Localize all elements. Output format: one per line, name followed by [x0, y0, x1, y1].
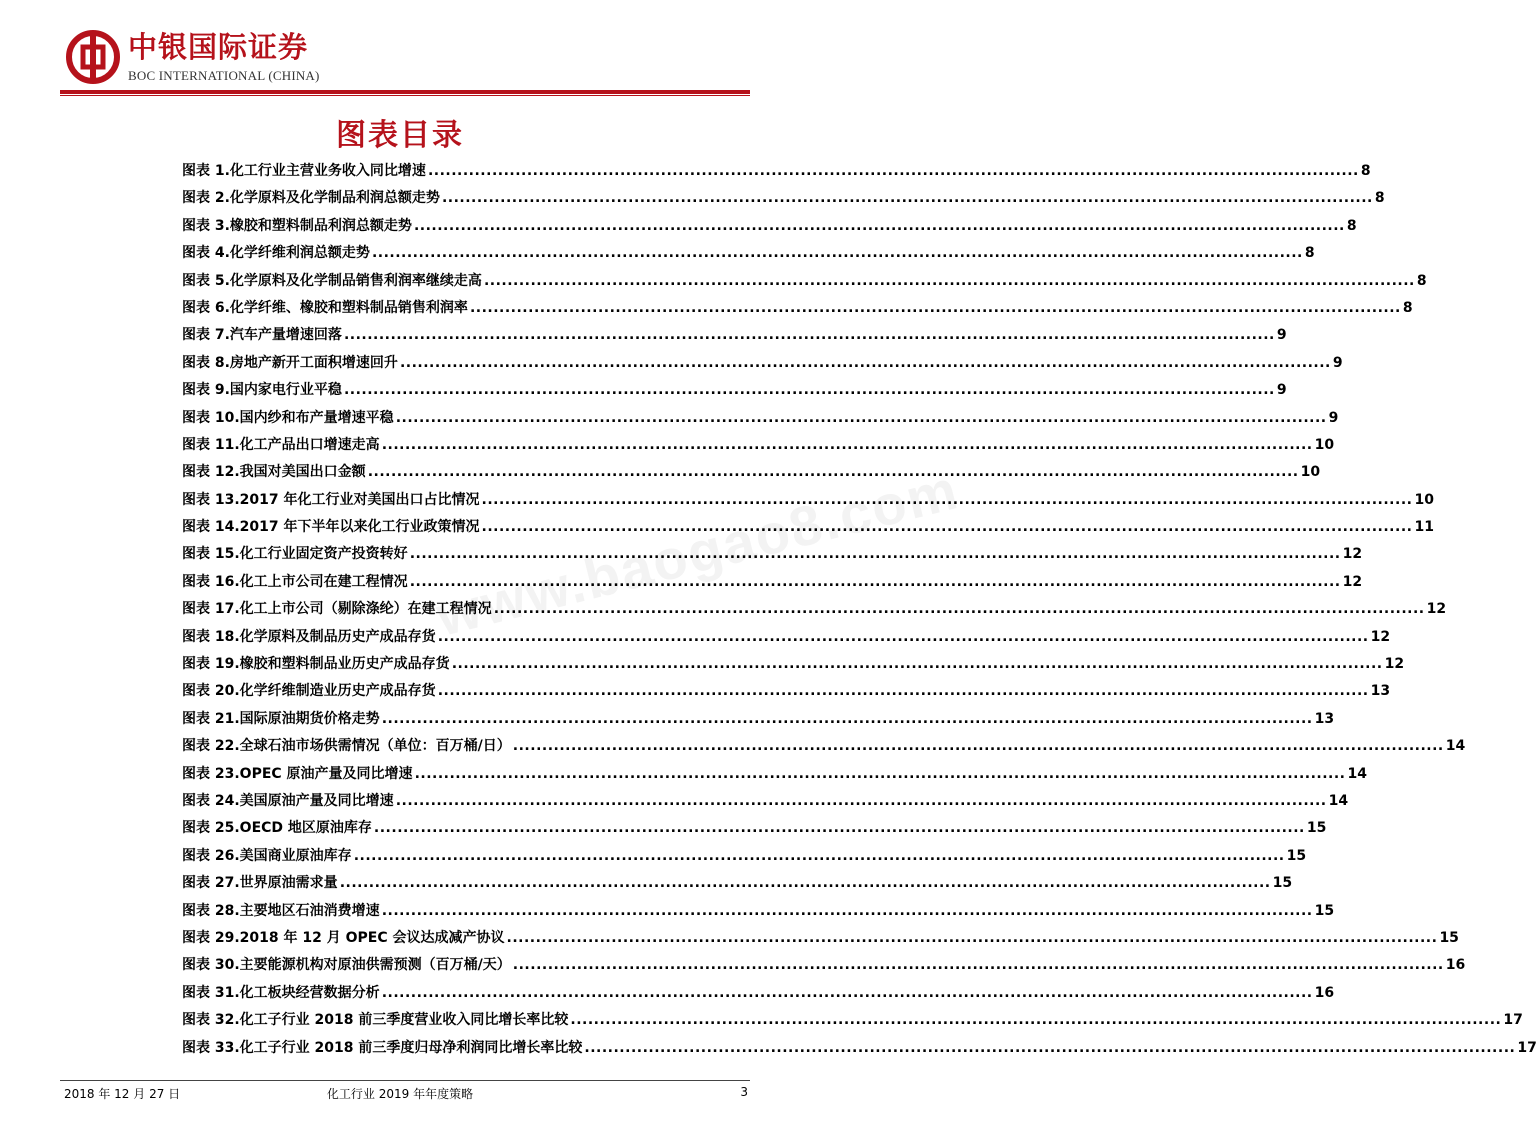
toc-entry-label: 图表 26.美国商业原油库存 [182, 847, 352, 864]
toc-entry-page: 13 [1314, 710, 1335, 727]
toc-entry-label: 图表 24.美国原油产量及同比增速 [182, 792, 394, 809]
toc-entry[interactable] [182, 268, 1427, 295]
toc-entry[interactable] [182, 213, 1357, 240]
toc-entry-page: 12 [1342, 546, 1363, 563]
toc-entry-page: 9 [1328, 409, 1339, 426]
toc-entry[interactable] [182, 706, 1335, 733]
toc-entry[interactable] [182, 1035, 1537, 1062]
toc-leader-dots [410, 541, 1341, 568]
toc-leader-dots [344, 322, 1275, 349]
toc-leader-dots [414, 213, 1345, 240]
toc-entry-label: 图表 13.2017 年化工行业对美国出口占比情况 [182, 491, 480, 508]
toc-entry-page: 15 [1306, 820, 1327, 837]
footer-divider [60, 1080, 750, 1081]
toc-entry[interactable] [182, 350, 1343, 377]
toc-leader-dots [438, 624, 1369, 651]
toc-entry-page: 9 [1276, 327, 1287, 344]
toc-entry[interactable] [182, 158, 1371, 185]
toc-entry-label: 图表 4.化学纤维利润总额走势 [182, 245, 370, 262]
toc-entry[interactable] [182, 569, 1363, 596]
toc-entry-page: 8 [1416, 272, 1427, 289]
toc-leader-dots [494, 596, 1425, 623]
toc-entry[interactable] [182, 1007, 1523, 1034]
toc-entry-page: 11 [1414, 519, 1434, 536]
watermark: www.baogao8.com [430, 457, 965, 648]
toc-entry-label: 图表 31.化工板块经营数据分析 [182, 984, 380, 1001]
footer-date: 2018 年 12 月 27 日 [64, 1087, 181, 1101]
toc-leader-dots [415, 761, 1346, 788]
toc-entry-label: 图表 23.OPEC 原油产量及同比增速 [182, 765, 413, 782]
toc-leader-dots [382, 980, 1313, 1007]
brand-name-en: BOC INTERNATIONAL (CHINA) [128, 68, 320, 83]
toc-entry-label: 图表 33.化工子行业 2018 前三季度归母净利润同比增长率比较 [182, 1039, 583, 1056]
toc-entry-label: 图表 6.化学纤维、橡胶和塑料制品销售利润率 [182, 299, 468, 316]
toc-entry-page: 12 [1370, 628, 1391, 645]
toc-entry-label: 图表 32.化工子行业 2018 前三季度营业收入同比增长率比较 [182, 1012, 569, 1029]
toc-entry-label: 图表 7.汽车产量增速回落 [182, 327, 342, 344]
toc-entry-label: 图表 18.化学原料及制品历史产成品存货 [182, 628, 436, 645]
toc-entry-page: 15 [1314, 902, 1335, 919]
toc-entry-page: 15 [1286, 847, 1307, 864]
toc-leader-dots [452, 651, 1383, 678]
toc-entry-label: 图表 25.OECD 地区原油库存 [182, 820, 372, 837]
toc-leader-dots [470, 295, 1401, 322]
toc-entry[interactable] [182, 925, 1459, 952]
toc-entry[interactable] [182, 733, 1466, 760]
toc-entry-page: 15 [1272, 875, 1293, 892]
toc-leader-dots [382, 898, 1313, 925]
toc-entry[interactable] [182, 815, 1327, 842]
toc-entry-label: 图表 29.2018 年 12 月 OPEC 会议达成减产协议 [182, 929, 505, 946]
toc-entry-label: 图表 12.我国对美国出口金额 [182, 464, 366, 481]
toc-entry[interactable] [182, 514, 1434, 541]
toc-entry-label: 图表 20.化学纤维制造业历史产成品存货 [182, 683, 436, 700]
toc-entry-page: 9 [1276, 382, 1287, 399]
toc-entry-page: 8 [1402, 299, 1413, 316]
toc-entry-label: 图表 16.化工上市公司在建工程情况 [182, 573, 408, 590]
toc-leader-dots [374, 815, 1305, 842]
toc-entry[interactable] [182, 651, 1405, 678]
boc-logo-icon [66, 30, 120, 84]
toc-entry[interactable] [182, 459, 1321, 486]
toc-entry-label: 图表 10.国内纱和布产量增速平稳 [182, 409, 394, 426]
toc-leader-dots [382, 432, 1313, 459]
toc-entry-label: 图表 3.橡胶和塑料制品利润总额走势 [182, 217, 412, 234]
toc-leader-dots [428, 158, 1359, 185]
toc-leader-dots [382, 706, 1313, 733]
toc-leader-dots [396, 788, 1327, 815]
toc-leader-dots [507, 925, 1438, 952]
page-title: 图表目录 [336, 118, 464, 153]
toc-entry[interactable] [182, 870, 1293, 897]
toc-leader-dots [584, 1035, 1515, 1062]
page-number: 3 [740, 1085, 748, 1099]
toc-entry-label: 图表 1.化工行业主营业务收入同比增速 [182, 163, 426, 179]
toc-entry[interactable] [182, 541, 1363, 568]
toc-leader-dots [484, 268, 1415, 295]
toc-entry-page: 9 [1332, 354, 1343, 371]
toc-entry[interactable] [182, 788, 1349, 815]
toc-entry-label: 图表 19.橡胶和塑料制品业历史产成品存货 [182, 656, 450, 673]
toc-leader-dots [400, 350, 1331, 377]
toc-entry[interactable] [182, 322, 1287, 349]
toc-entry-page: 8 [1374, 190, 1385, 207]
toc-leader-dots [410, 569, 1341, 596]
toc-entry-page: 8 [1360, 163, 1371, 179]
toc-entry-label: 图表 30.主要能源机构对原油供需预测（百万桶/天） [182, 957, 511, 974]
toc-entry[interactable] [182, 980, 1335, 1007]
toc-entry-page: 16 [1314, 984, 1335, 1001]
toc-entry-label: 图表 22.全球石油市场供需情况（单位：百万桶/日） [182, 738, 511, 755]
toc-entry-label: 图表 15.化工行业固定资产投资转好 [182, 546, 408, 563]
toc-entry-page: 12 [1342, 573, 1363, 590]
toc-entry-page: 16 [1445, 957, 1466, 974]
toc-entry-page: 10 [1300, 464, 1321, 481]
toc-entry-label: 图表 5.化学原料及化学制品销售利润率继续走高 [182, 272, 482, 289]
toc-leader-dots [372, 240, 1303, 267]
brand-name-cn: 中银国际证券 [128, 30, 309, 64]
toc-entry[interactable] [182, 596, 1447, 623]
toc-entry-page: 8 [1304, 245, 1315, 262]
toc-entry-page: 14 [1347, 765, 1367, 782]
toc-leader-dots [442, 185, 1373, 212]
toc-leader-dots [482, 514, 1413, 541]
toc-entry-label: 图表 11.化工产品出口增速走高 [182, 436, 380, 453]
header-divider [60, 90, 750, 94]
toc-entry-page: 15 [1439, 929, 1459, 946]
toc-entry-label: 图表 17.化工上市公司（剔除涤纶）在建工程情况 [182, 601, 492, 618]
toc-leader-dots [344, 377, 1275, 404]
toc-entry-page: 12 [1384, 656, 1405, 673]
toc-entry-page: 12 [1426, 601, 1447, 618]
toc-entry-page: 14 [1328, 792, 1349, 809]
toc-leader-dots [513, 952, 1444, 979]
toc-entry-label: 图表 9.国内家电行业平稳 [182, 382, 342, 399]
toc-leader-dots [340, 870, 1271, 897]
toc-entry[interactable] [182, 898, 1335, 925]
toc-entry-label: 图表 28.主要地区石油消费增速 [182, 902, 380, 919]
toc-entry-label: 图表 21.国际原油期货价格走势 [182, 710, 380, 727]
toc-entry-page: 10 [1414, 491, 1434, 508]
toc-entry[interactable] [182, 295, 1413, 322]
page-header [0, 0, 800, 100]
toc-entry[interactable] [182, 761, 1367, 788]
header-divider-thin [60, 95, 750, 96]
toc-entry-label: 图表 14.2017 年下半年以来化工行业政策情况 [182, 519, 480, 536]
toc-entry-page: 17 [1517, 1039, 1537, 1056]
toc-leader-dots [368, 459, 1299, 486]
toc-entry-page: 13 [1370, 683, 1391, 700]
toc-entry[interactable] [182, 432, 1335, 459]
toc-leader-dots [438, 678, 1369, 705]
toc-entry[interactable] [182, 240, 1315, 267]
toc-entry-label: 图表 8.房地产新开工面积增速回升 [182, 354, 398, 371]
toc-entry[interactable] [182, 487, 1434, 514]
toc-entry-page: 17 [1503, 1012, 1523, 1029]
toc-entry-label: 图表 2.化学原料及化学制品利润总额走势 [182, 190, 440, 207]
toc-entry-page: 14 [1445, 738, 1466, 755]
footer-doc-title: 化工行业 2019 年年度策略 [326, 1087, 474, 1101]
toc-leader-dots [482, 487, 1413, 514]
toc-entry[interactable] [182, 377, 1287, 404]
toc-entry[interactable] [182, 405, 1339, 432]
toc-leader-dots [513, 733, 1444, 760]
toc-entry-page: 8 [1346, 217, 1357, 234]
toc-entry[interactable] [182, 678, 1391, 705]
toc-leader-dots [570, 1007, 1501, 1034]
toc-entry-label: 图表 27.世界原油需求量 [182, 875, 338, 892]
toc-entry-page: 10 [1314, 436, 1335, 453]
toc-leader-dots [354, 843, 1285, 870]
toc-entry[interactable] [182, 952, 1466, 979]
toc-entry[interactable] [182, 185, 1385, 212]
toc-leader-dots [396, 405, 1327, 432]
toc-entry[interactable] [182, 843, 1307, 870]
toc-entry[interactable] [182, 624, 1391, 651]
